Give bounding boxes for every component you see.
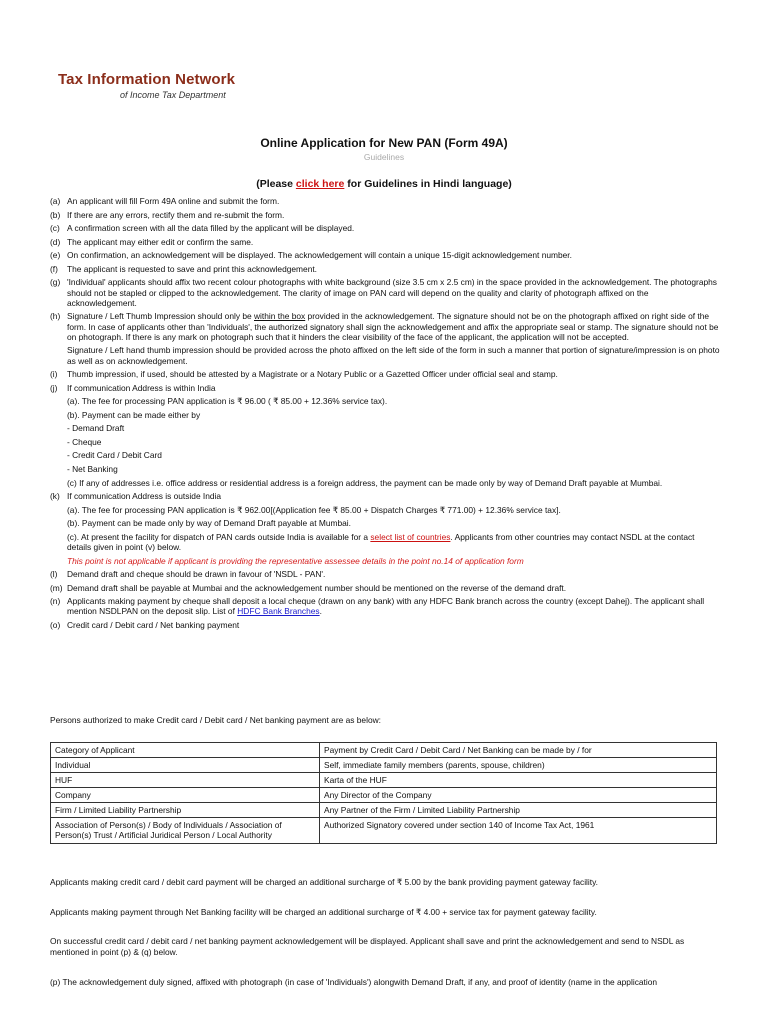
authorized-persons-table: [50, 742, 717, 844]
list-item: [50, 620, 720, 630]
list-item: [50, 383, 720, 393]
item-label: (n): [50, 596, 61, 607]
page-subtitle: Guidelines: [363, 152, 405, 162]
table-cell: Firm / Limited Liability Partnership: [51, 803, 320, 818]
table-header-row: [51, 743, 717, 758]
item-text: [67, 311, 720, 342]
india-payment-intro: (b). Payment can be made either by: [67, 409, 201, 420]
hindi-guidelines-line: [0, 178, 768, 190]
item-text: On confirmation, an acknowledgement will be displayed. The acknowledgement will contain a unique 15-digit acknowledgement number.: [67, 250, 572, 261]
payment-method: - Cheque: [67, 436, 102, 447]
payment-success-note: On successful credit card / debit card / net banking payment acknowledgement will be displayed. Applicant shall save and print the acknowledgement and send to NSDL as mentioned in point (p) & (q) below.: [50, 936, 685, 958]
item-text: The applicant may either edit or confirm the same.: [67, 236, 254, 247]
hindi-suffix: for Guidelines in Hindi language): [347, 178, 512, 190]
foreign-address-note: (c) If any of addresses i.e. office address or residential address is a foreign address, the payment can be made only by way of Demand Draft payable at Mumbai.: [67, 477, 663, 488]
dispatch-note: [67, 532, 720, 553]
table-cell: Individual: [51, 758, 320, 773]
item-label: (l): [50, 569, 58, 580]
list-item: [50, 237, 720, 247]
item-text: Thumb impression, if used, should be attested by a Magistrate or a Notary Public or a Gazetted Officer under official seal and stamp.: [67, 369, 558, 380]
item-label: (d): [50, 236, 61, 247]
item-label: (f): [50, 263, 58, 274]
table-header-cell: Payment by Credit Card / Debit Card / Net Banking can be made by / for: [320, 743, 717, 758]
hindi-prefix: (Please: [256, 178, 293, 190]
item-label: (k): [50, 491, 60, 502]
netbanking-surcharge-note: Applicants making payment through Net Banking facility will be charged an additional surcharge of ₹ 4.00 + service tax for payment gateway facility.: [50, 907, 597, 917]
table-cell: Self, immediate family members (parents, spouse, children): [320, 758, 717, 773]
item-label: (g): [50, 277, 61, 288]
hdfc-branches-link[interactable]: HDFC Bank Branches: [237, 606, 320, 617]
item-text: [67, 596, 720, 617]
hindi-guidelines-link[interactable]: click here: [295, 178, 345, 190]
within-box-emphasis: within the box: [254, 311, 306, 322]
brand-subtitle: of Income Tax Department: [120, 90, 226, 100]
list-item: [50, 491, 720, 501]
item-label: (m): [50, 582, 63, 593]
signature-text-after: provided in the acknowledgement. The signature should not be on the photograph affixed on right side of the form. In case of applicants other than 'Individuals', the authorized signatory shall sign the acknowledgement and affix the appropriate seal or stamp. The signature should not be on photograph. If there is any mark on photograph such that it hinders the clear visibility of the face of the applicant, the application will not be accepted.: [67, 311, 719, 342]
brand-title: Tax Information Network: [58, 71, 236, 88]
table-row: [51, 803, 717, 818]
list-item: [50, 223, 720, 233]
table-cell: Association of Person(s) / Body of Individuals / Association of Person(s) Trust / Artificial Juridical Person / Local Authority: [51, 818, 320, 843]
select-countries-link[interactable]: select list of countries: [370, 531, 451, 542]
item-text: A confirmation screen with all the data filled by the applicant will be displayed.: [67, 223, 355, 234]
item-label: (i): [50, 369, 58, 380]
list-item: [50, 277, 720, 308]
persons-intro: Persons authorized to make Credit card / Debit card / Net banking payment are as below:: [50, 715, 381, 725]
table-cell: Authorized Signatory covered under section 140 of Income Tax Act, 1961: [320, 818, 717, 843]
table-row: [51, 788, 717, 803]
table-cell: Any Director of the Company: [320, 788, 717, 803]
outside-india-payment: (b). Payment can be made only by way of Demand Draft payable at Mumbai.: [67, 518, 351, 529]
list-item: [50, 369, 720, 379]
table-cell: HUF: [51, 773, 320, 788]
item-text: The acknowledgement duly signed, affixed with photograph (in case of 'Individuals') alongwith Demand Draft, if any, and proof of identity (name in the application: [62, 977, 658, 987]
item-text: If communication Address is within India: [67, 382, 216, 393]
item-text: The applicant is requested to save and print this acknowledgement.: [67, 263, 318, 274]
list-item: [50, 210, 720, 220]
list-item: [50, 583, 720, 593]
table-row: [51, 773, 717, 788]
item-label: (o): [50, 619, 61, 630]
table-header-cell: Category of Applicant: [51, 743, 320, 758]
item-label: (c): [50, 223, 60, 234]
item-label: (e): [50, 250, 61, 261]
list-item: [50, 596, 720, 617]
signature-text-before: Signature / Left Thumb Impression should only be: [67, 311, 252, 322]
item-label: (a): [50, 196, 61, 206]
list-item: [50, 264, 720, 274]
item-text: An applicant will fill Form 49A online and submit the form.: [67, 196, 280, 206]
item-label: (j): [50, 382, 58, 393]
item-text: If communication Address is outside India: [67, 491, 222, 502]
cheque-text-end: .: [319, 606, 322, 617]
item-text: If there are any errors, rectify them and re-submit the form.: [67, 209, 285, 220]
table-row: [51, 758, 717, 773]
item-text: Demand draft shall be payable at Mumbai and the acknowledgement number should be mentioned on the reverse of the demand draft.: [67, 582, 567, 593]
outside-india-fee: (a). The fee for processing PAN application is ₹ 962.00[(Application fee ₹ 85.00 + Dispatch Charges ₹ 771.00) + 12.36% service tax].: [67, 504, 561, 515]
table-row: [51, 818, 717, 843]
dispatch-text-after: . Applicants from other countries may contact NSDL at the contact details given in point (v) below.: [67, 531, 695, 552]
brand-block: [58, 71, 235, 100]
item-label: (h): [50, 311, 61, 322]
table-cell: Karta of the HUF: [320, 773, 717, 788]
page-title: Online Application for New PAN (Form 49A): [260, 136, 508, 150]
payment-method: - Demand Draft: [67, 423, 125, 434]
item-label: (b): [50, 209, 61, 220]
list-item: [50, 196, 720, 206]
list-item: [50, 569, 720, 579]
item-text: 'Individual' applicants should affix two recent colour photographs with white background (size 3.5 cm x 2.5 cm) in the space provided in the acknowledgement. The photographs should not be stapled or clipped to the acknowledgement. The clarity of image on PAN card will depend on the quality and clarity of photograph affixed on the acknowledgement.: [67, 277, 717, 308]
item-text: Demand draft and cheque should be drawn in favour of 'NSDL - PAN'.: [67, 569, 326, 580]
india-fee: (a). The fee for processing PAN application is ₹ 96.00 ( ₹ 85.00 + 12.36% service tax).: [67, 396, 388, 407]
card-surcharge-note: Applicants making credit card / debit card payment will be charged an additional surcharge of ₹ 5.00 by the bank providing payment gateway facility.: [50, 877, 598, 887]
acknowledgement-note: [50, 977, 720, 988]
table-cell: Any Partner of the Firm / Limited Liability Partnership: [320, 803, 717, 818]
signature-paragraph-2: Signature / Left hand thumb impression should be provided across the photo affixed on the left side of the form in such a manner that portion of signature/impression is on photo as well as on acknowledgement.: [67, 345, 720, 366]
representative-assessee-note: This point is not applicable if applicant is providing the representative assessee details in the point no.14 of application form: [67, 555, 524, 566]
item-text: Credit card / Debit card / Net banking payment: [67, 619, 240, 630]
list-item: [50, 250, 720, 260]
guidelines-list: [50, 196, 720, 634]
table-cell: Company: [51, 788, 320, 803]
cheque-text: Applicants making payment by cheque shall deposit a local cheque (drawn on any bank) with any HDFC Bank branch across the country (except Dahej). The applicant shall mention NSDLPAN on the deposit slip. List of: [67, 596, 705, 617]
payment-method: - Credit Card / Debit Card: [67, 450, 162, 461]
item-label: (p): [50, 977, 61, 987]
dispatch-text-before: (c). At present the facility for dispatch of PAN cards outside India is available for a: [67, 531, 369, 542]
list-item: [50, 311, 720, 342]
payment-method: - Net Banking: [67, 464, 118, 474]
